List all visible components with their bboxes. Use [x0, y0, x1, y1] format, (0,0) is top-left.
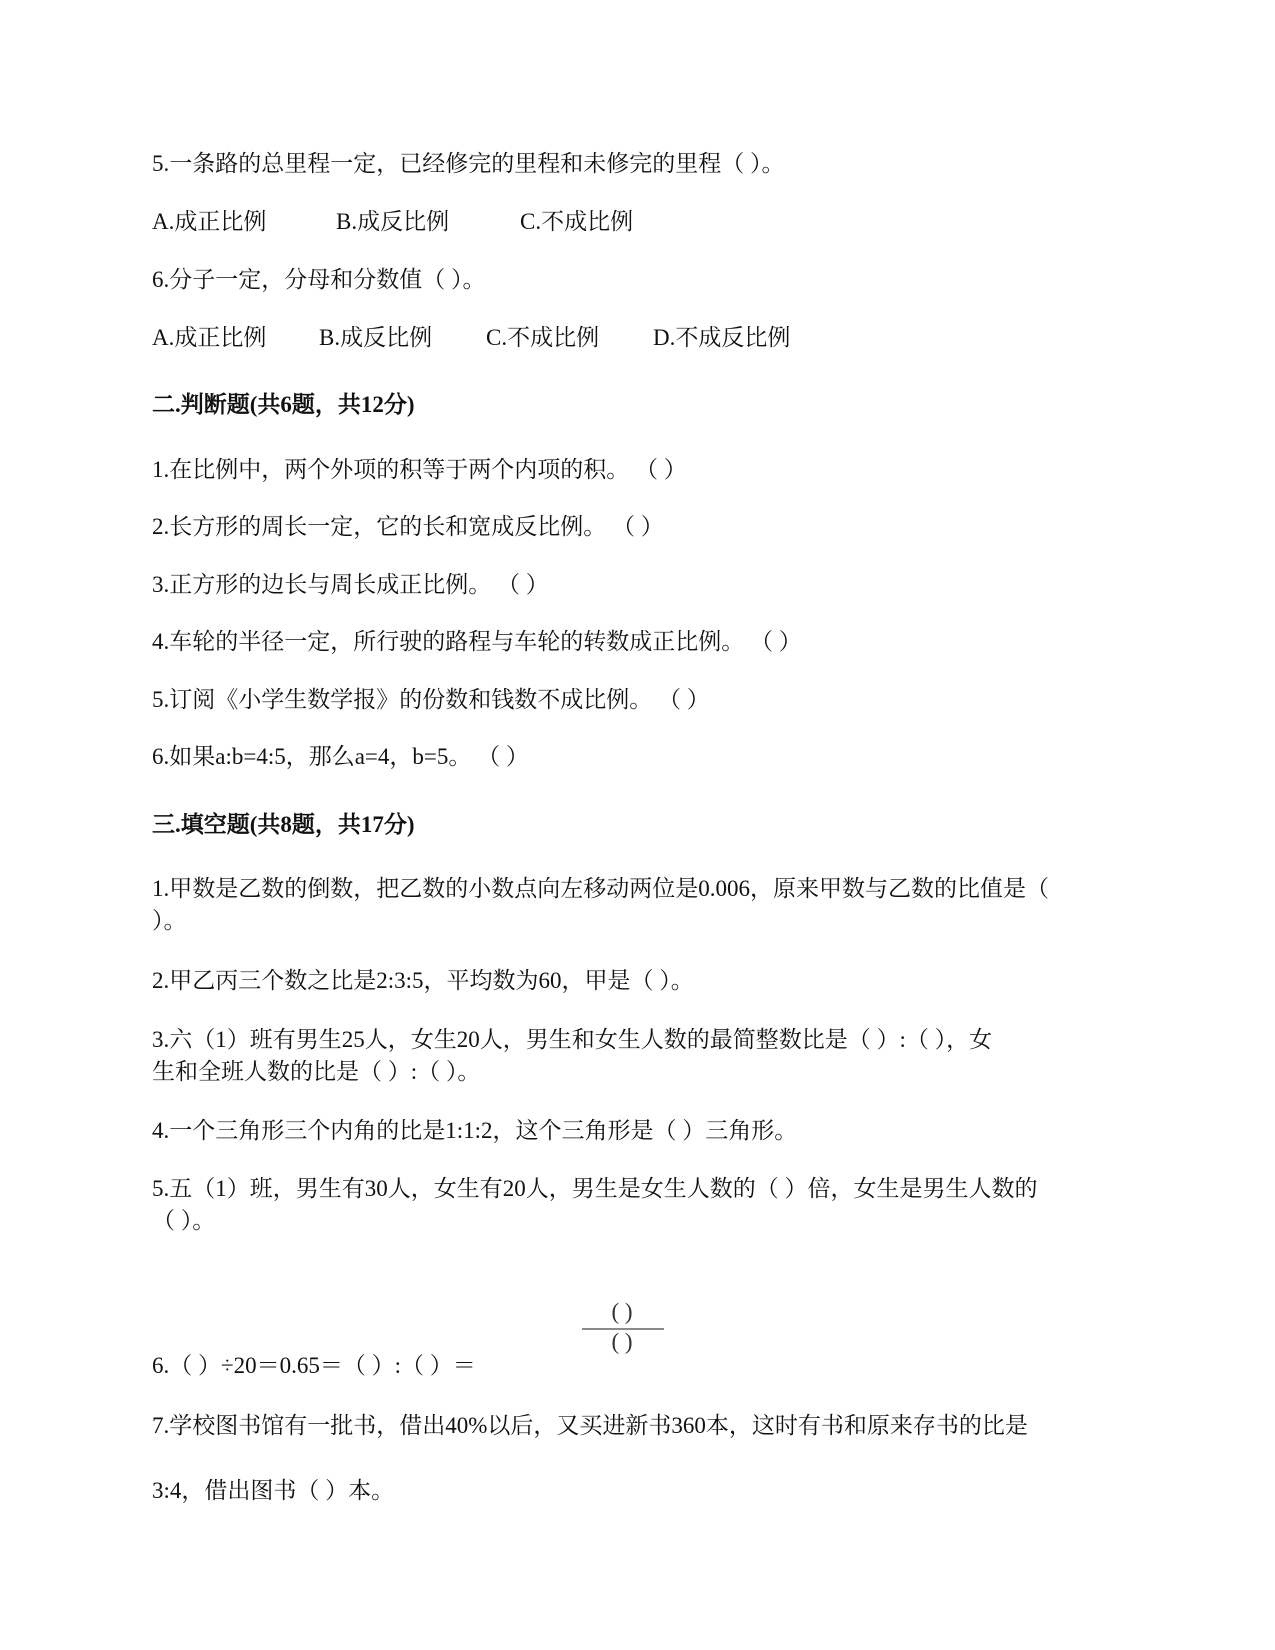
fill-q6: 6.（ ）÷20＝0.65＝（ ）:（ ）＝ — [152, 1353, 476, 1378]
fill-q5-line-2: （ ）。 — [152, 1208, 216, 1233]
fill-q7-line-1: 7.学校图书馆有一批书，借出40%以后，又买进新书360本，这时有书和原来存书的比是 — [152, 1413, 1028, 1438]
judge-item-6: 6.如果a:b=4:5，那么a=4，b=5。 （ ） — [152, 744, 529, 769]
mc-q5-stem: 5.一条路的总里程一定，已经修完的里程和未修完的里程（ ）。 — [152, 151, 785, 176]
judge-item-3: 3.正方形的边长与周长成正比例。 （ ） — [152, 572, 549, 597]
mc-q6-option-a: A.成正比例 — [152, 325, 267, 350]
fill-q3-line-1: 3.六（1）班有男生25人，女生20人，男生和女生人数的最简整数比是（ ）:（ ），女 — [152, 1027, 993, 1052]
mc-q5-options — [152, 206, 633, 238]
mc-q6-option-b: B.成反比例 — [319, 325, 433, 350]
fill-q1-line-2: ）。 — [152, 908, 187, 933]
mc-q5-option-c: C.不成比例 — [520, 209, 634, 234]
mc-q5-option-b: B.成反比例 — [336, 209, 450, 234]
fraction-numerator: ( ) — [611, 1299, 633, 1324]
mc-q6-option-c: C.不成比例 — [486, 325, 600, 350]
mc-q6-stem: 6.分子一定，分母和分数值（ ）。 — [152, 267, 486, 292]
fill-q2: 2.甲乙丙三个数之比是2:3:5，平均数为60，甲是（ ）。 — [152, 968, 694, 993]
fraction-blank — [582, 1298, 662, 1360]
judge-item-4: 4.车轮的半径一定，所行驶的路程与车轮的转数成正比例。 （ ） — [152, 629, 802, 654]
mc-q5-option-a: A.成正比例 — [152, 209, 267, 234]
judge-heading: 二.判断题(共6题，共12分) — [152, 392, 415, 417]
mc-q6-options — [152, 322, 790, 354]
fill-q7-line-2: 3:4，借出图书（ ）本。 — [152, 1478, 395, 1503]
fill-q3-line-2: 生和全班人数的比是（ ）:（ ）。 — [152, 1059, 481, 1084]
judge-item-1: 1.在比例中，两个外项的积等于两个内项的积。 （ ） — [152, 457, 687, 482]
judge-item-2: 2.长方形的周长一定，它的长和宽成反比例。 （ ） — [152, 514, 664, 539]
judge-item-5: 5.订阅《小学生数学报》的份数和钱数不成比例。 （ ） — [152, 687, 710, 712]
fill-q5-line-1: 5.五（1）班，男生有30人，女生有20人，男生是女生人数的（ ）倍，女生是男生人数的 — [152, 1176, 1038, 1201]
fill-q1-line-1: 1.甲数是乙数的倒数，把乙数的小数点向左移动两位是0.006，原来甲数与乙数的比值是（ — [152, 876, 1049, 901]
fill-q4: 4.一个三角形三个内角的比是1:1:2，这个三角形是（ ）三角形。 — [152, 1118, 798, 1143]
fill-heading: 三.填空题(共8题，共17分) — [152, 812, 415, 837]
fraction-denominator: ( ) — [611, 1329, 633, 1354]
mc-q6-option-d: D.不成反比例 — [653, 325, 791, 350]
